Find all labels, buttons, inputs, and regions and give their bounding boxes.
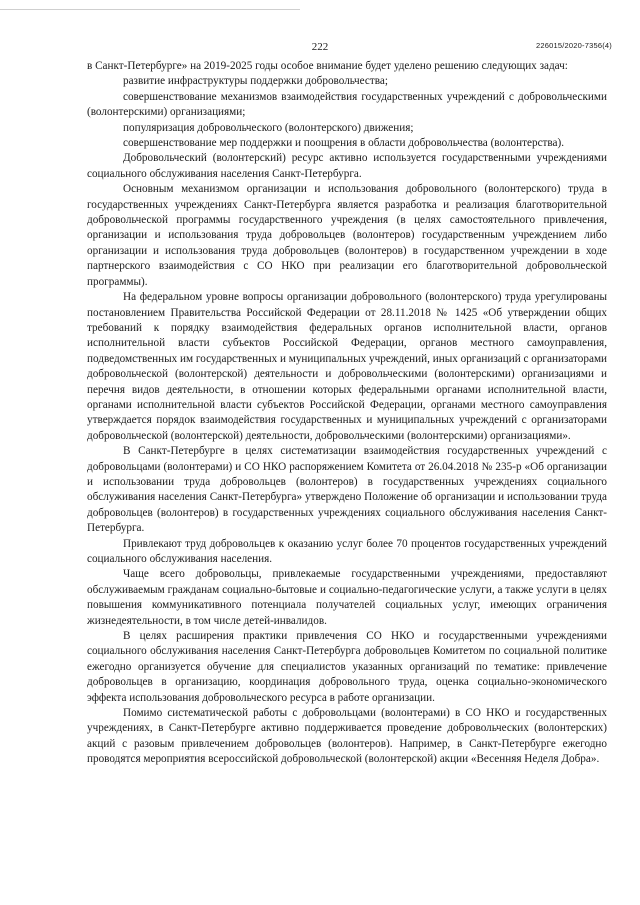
paragraph: На федеральном уровне вопросы организации добровольного (волонтерского) труда урегулированы постановлением Правительства Российской Федерации от 28.11.2018 № 1425 «Об утверждении общих требований к порядку взаимодействия федеральных органов исполнительной власти, органов исполнительной власти субъектов Российской Федерации, органов местного самоуправления, подведомственных им государственных и муниципальных учреждений, иных организаций с организаторами добровольческой (волонтерской) деятельности и добровольческими (волонтерскими) организациями и перечня видов деятельности, в отношении которых федеральными органами исполнительной власти, органами исполнительной власти субъектов Российской Федерации, органами местного самоуправления утверждается порядок взаимодействия государственных и муниципальных учреждений с организаторами добровольческой (волонтерской) деятельности, добровольческими (волонтерскими) организациями». (87, 291, 608, 442)
page-number: 222 (311, 41, 329, 53)
paragraph: Основным механизмом организации и использования добровольного (волонтерского) труда в государственных учреждениях Санкт-Петербурга является разработка и реализация благотворительной добровольческой программы государственного учреждения (в целях самостоятельного привлечения, организации и использования труда добровольцев (волонтеров) государственным учреждением либо организации и использования труда добровольцев (волонтеров) в государственном учреждении в ходе партнерского взаимодействия с СО НКО при реализации его благотворительной добровольческой программы). (87, 183, 607, 288)
list-item: популяризация добровольческого (волонтерского) движения; (123, 121, 414, 134)
scan-top-line (0, 9, 300, 10)
paragraph: Чаще всего добровольцы, привлекаемые государственными учреждениями, предоставляют обслуживаемым гражданам социально-бытовые и социально-педагогические услуги, а также услуги в целях повышения коммуникативного потенциала получателей социальных услуг, имеющих ограничения жизнедеятельности, в том числе детей-инвалидов. (87, 568, 607, 627)
list-item: совершенствование мер поддержки и поощрения в области добровольчества (волонтерства). (123, 137, 565, 150)
list-item: совершенствование механизмов взаимодействия государственных учреждений с добровольческими (волонтерскими) организациями; (87, 90, 607, 119)
paragraph: Привлекают труд добровольцев к оказанию услуг более 70 процентов государственных учреждений социального обслуживания населения. (87, 537, 607, 565)
list-item: развитие инфраструктуры поддержки добровольчества; (123, 75, 388, 88)
paragraph: в Санкт-Петербурге» на 2019-2025 годы особое внимание будет уделено решению следующих задач: (87, 60, 568, 72)
document-body (87, 59, 607, 768)
paragraph: В целях расширения практики привлечения СО НКО и государственными учреждениями социального обслуживания населения Санкт-Петербурга добровольцев Комитетом по социальной политике ежегодно организуется обучение для специалистов указанных организаций по тематике: привлечение добровольцев в организацию, координация добровольного труда, оценка социально-экономического эффекта использования добровольческого ресурса в работе организации. (87, 630, 607, 704)
paragraph: В Санкт-Петербурге в целях систематизации взаимодействия государственных учреждений с добровольцами (волонтерами) и СО НКО распоряжением Комитета от 26.04.2018 № 235-р «Об организации и использовании труда добровольцев (волонтеров) в государственных учреждениях социального обслуживания населения Санкт-Петербурга» утверждено Положение об организации и использовании труда добровольцев (волонтеров) в государственных учреждениях социального обслуживания населения Санкт-Петербурга. (87, 445, 607, 535)
document-id: 226015/2020-7356(4) (536, 41, 612, 50)
paragraph: Помимо систематической работы с добровольцами (волонтерами) в СО НКО и государственных учреждениях, в Санкт-Петербурге активно поддерживается проведение добровольческих (волонтерских) акций с разовым привлечением добровольцев (волонтеров). Например, в Санкт-Петербурге ежегодно проводятся мероприятия всероссийской добровольческой (волонтерской) акции «Весенняя Неделя Добра». (87, 707, 607, 766)
paragraph: Добровольческий (волонтерский) ресурс активно используется государственными учреждениями социального обслуживания населения Санкт-Петербурга. (87, 152, 607, 180)
